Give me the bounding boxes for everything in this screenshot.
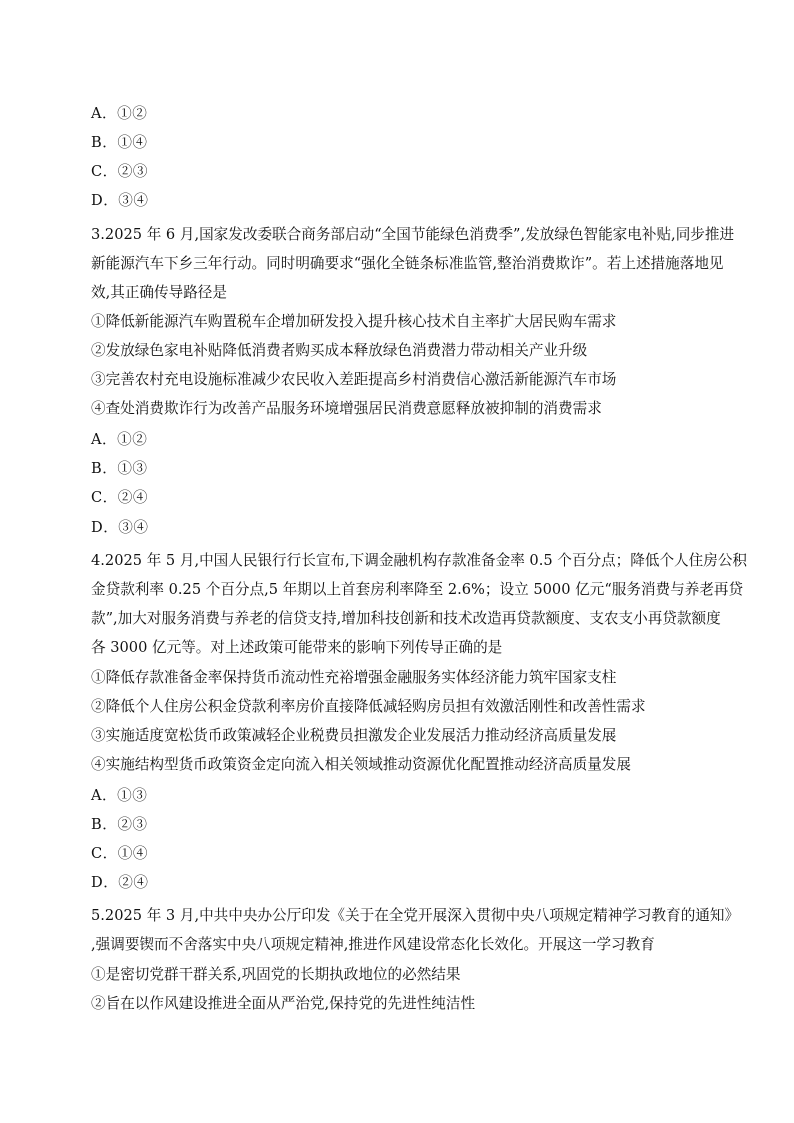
q4-statement-3: ③实施适度宽松货币政策减轻企业税费员担激发企业发展活力推动经济高质量发展 <box>91 727 617 744</box>
q3-stem-line-2: 新能源汽车下乡三年行动。同时明确要求“强化全链条标准监管,整治消费欺诈”。若上述措施落地见 <box>91 255 724 272</box>
q3-option-a: A．①② <box>91 431 148 448</box>
q2-option-d: D．③④ <box>91 192 149 209</box>
q3-option-c: C．②④ <box>91 489 148 506</box>
q4-stem-line-3: 款”,加大对服务消费与养老的信贷支持,增加科技创新和技术改造再贷款额度、支农支小再贷款额度 <box>91 610 721 627</box>
q2-option-a: A．①② <box>91 105 148 122</box>
q4-stem-line-4: 各 3000 亿元等。对上述政策可能带来的影响下列传导正确的是 <box>91 639 503 656</box>
q3-option-b: B．①③ <box>91 460 148 477</box>
q4-statement-1: ①降低存款准备金率保持货币流动性充裕增强金融服务实体经济能力筑牢国家支柱 <box>91 669 617 686</box>
q4-option-d: D．②④ <box>91 874 149 891</box>
q3-stem-line-1: 3.2025 年 6 月,国家发改委联合商务部启动“全国节能绿色消费季”,发放绿色智能家电补贴,同步推进 <box>91 226 735 243</box>
q4-option-b: B．②③ <box>91 816 148 833</box>
q5-statement-2: ②旨在以作风建设推进全面从严治党,保持党的先进性纯洁性 <box>91 995 476 1012</box>
q4-stem-line-2: 金贷款利率 0.25 个百分点,5 年期以上首套房利率降至 2.6%；设立 5000 亿元“服务消费与养老再贷 <box>91 581 744 598</box>
q3-statement-1: ①降低新能源汽车购置税车企增加研发投入提升核心技术自主率扩大居民购车需求 <box>91 313 617 330</box>
q3-option-d: D．③④ <box>91 519 149 536</box>
q3-statement-3: ③完善农村充电设施标准减少农民收入差距提高乡村消费信心激活新能源汽车市场 <box>91 371 617 388</box>
q3-stem-line-3: 效,其正确传导路径是 <box>91 284 227 301</box>
q4-option-c: C．①④ <box>91 845 148 862</box>
q3-statement-2: ②发放绿色家电补贴降低消费者购买成本释放绿色消费潜力带动相关产业升级 <box>91 342 588 359</box>
q5-stem-line-1: 5.2025 年 3 月,中共中央办公厅印发《关于在全党开展深入贯彻中央八项规定精神学习教育的通知》 <box>91 907 740 924</box>
q4-statement-4: ④实施结构型货币政策资金定向流入相关领域推动资源优化配置推动经济高质量发展 <box>91 756 631 773</box>
q5-statement-1: ①是密切党群干群关系,巩固党的长期执政地位的必然结果 <box>91 966 461 983</box>
q4-stem-line-1: 4.2025 年 5 月,中国人民银行行长宣布,下调金融机构存款准备金率 0.5 个百分点；降低个人住房公积 <box>91 552 748 569</box>
q5-stem-line-2: ,强调要锲而不舍落实中央八项规定精神,推进作风建设常态化长效化。开展这一学习教育 <box>91 936 655 953</box>
q4-option-a: A．①③ <box>91 787 148 804</box>
q2-option-c: C．②③ <box>91 163 148 180</box>
q4-statement-2: ②降低个人住房公积金贷款利率房价直接降低减轻购房员担有效激活刚性和改善性需求 <box>91 698 646 715</box>
q2-option-b: B．①④ <box>91 134 148 151</box>
q3-statement-4: ④查处消费欺诈行为改善产品服务环境增强居民消费意愿释放被抑制的消费需求 <box>91 400 602 417</box>
